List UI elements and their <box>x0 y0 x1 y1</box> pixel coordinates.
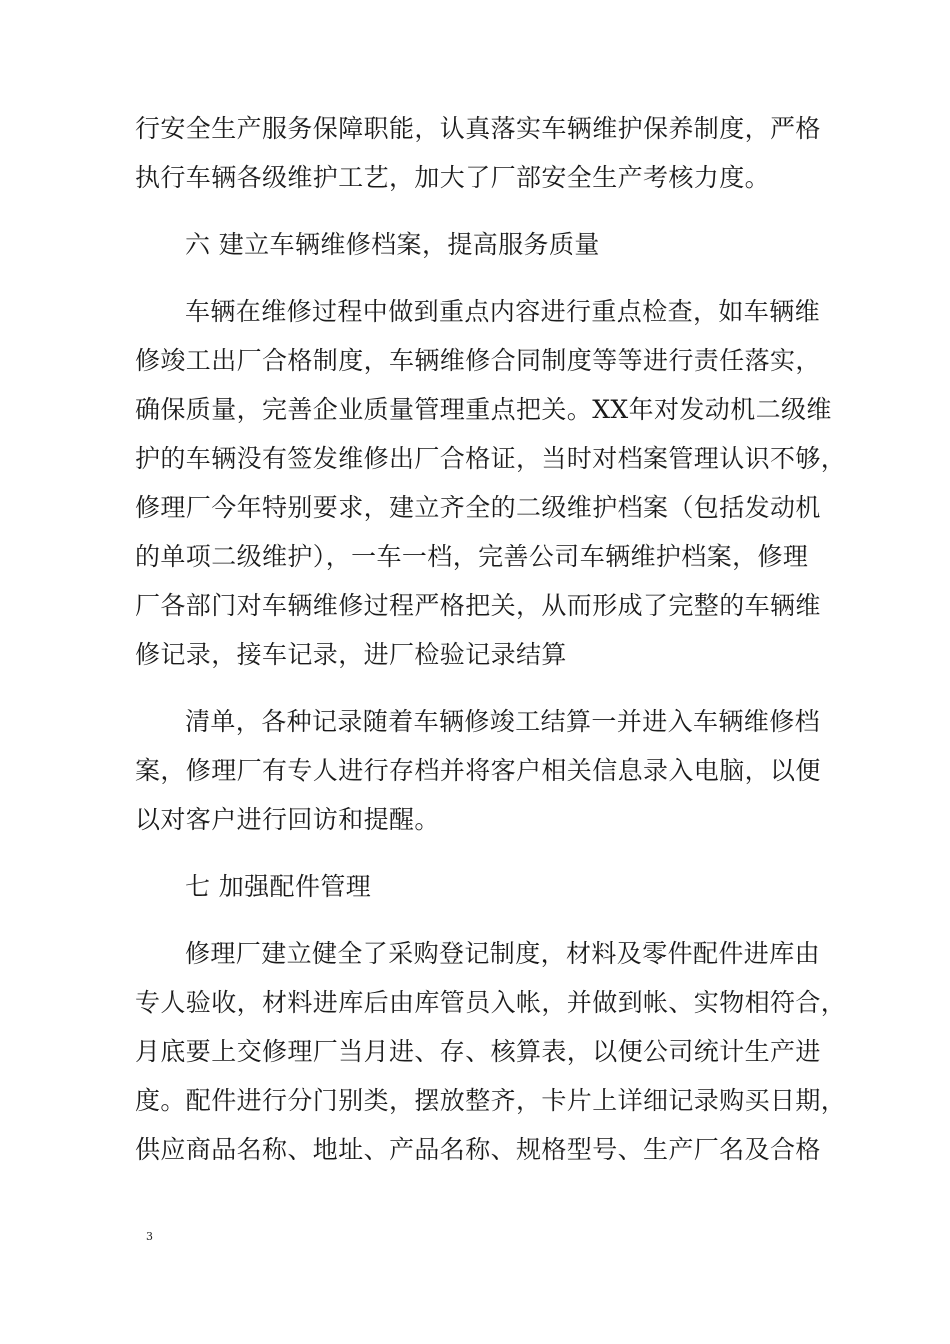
section-heading <box>135 862 825 911</box>
heading-line: 六 建立车辆维修档案，提高服务质量 <box>185 230 600 259</box>
text-line: 确保质量，完善企业质量管理重点把关。XX年对发动机二级维 <box>135 395 832 424</box>
text-line: 执行车辆各级维护工艺，加大了厂部安全生产考核力度。 <box>135 163 771 192</box>
text-line: 清单，各种记录随着车辆修竣工结算一并进入车辆维修档 <box>185 707 821 736</box>
text-line: 修竣工出厂合格制度，车辆维修合同制度等等进行责任落实， <box>135 346 821 375</box>
text-line: 厂各部门对车辆维修过程严格把关，从而形成了完整的车辆维 <box>135 591 821 620</box>
text-line: 专人验收，材料进库后由库管员入帐，并做到帐、实物相符合， <box>135 988 847 1017</box>
text-line: 护的车辆没有签发维修出厂合格证，当时对档案管理认识不够， <box>135 444 847 473</box>
document-body <box>135 104 847 1174</box>
text-line: 修记录，接车记录，进厂检验记录结算 <box>135 640 567 669</box>
text-line: 案，修理厂有专人进行存档并将客户相关信息录入电脑，以便 <box>135 756 821 785</box>
text-line: 修理厂今年特别要求，建立齐全的二级维护档案（包括发动机 <box>135 493 821 522</box>
text-line: 车辆在维修过程中做到重点内容进行重点检查，如车辆维 <box>185 297 821 326</box>
page-number: 3 <box>146 1230 153 1243</box>
text-line: 月底要上交修理厂当月进、存、核算表，以便公司统计生产进 <box>135 1037 821 1066</box>
paragraph <box>135 929 847 1174</box>
text-line: 的单项二级维护），一车一档，完善公司车辆维护档案，修理 <box>135 542 809 571</box>
paragraph <box>135 697 825 844</box>
text-line: 修理厂建立健全了采购登记制度，材料及零件配件进库由 <box>185 939 821 968</box>
text-line: 以对客户进行回访和提醒。 <box>135 805 440 834</box>
paragraph <box>135 104 825 202</box>
text-line: 行安全生产服务保障职能，认真落实车辆维护保养制度，严格 <box>135 114 821 143</box>
heading-line: 七 加强配件管理 <box>185 872 372 901</box>
text-line: 供应商品名称、地址、产品名称、规格型号、生产厂名及合格 <box>135 1135 821 1164</box>
paragraph <box>135 287 847 679</box>
section-heading <box>135 220 825 269</box>
text-line: 度。配件进行分门别类，摆放整齐，卡片上详细记录购买日期， <box>135 1086 847 1115</box>
